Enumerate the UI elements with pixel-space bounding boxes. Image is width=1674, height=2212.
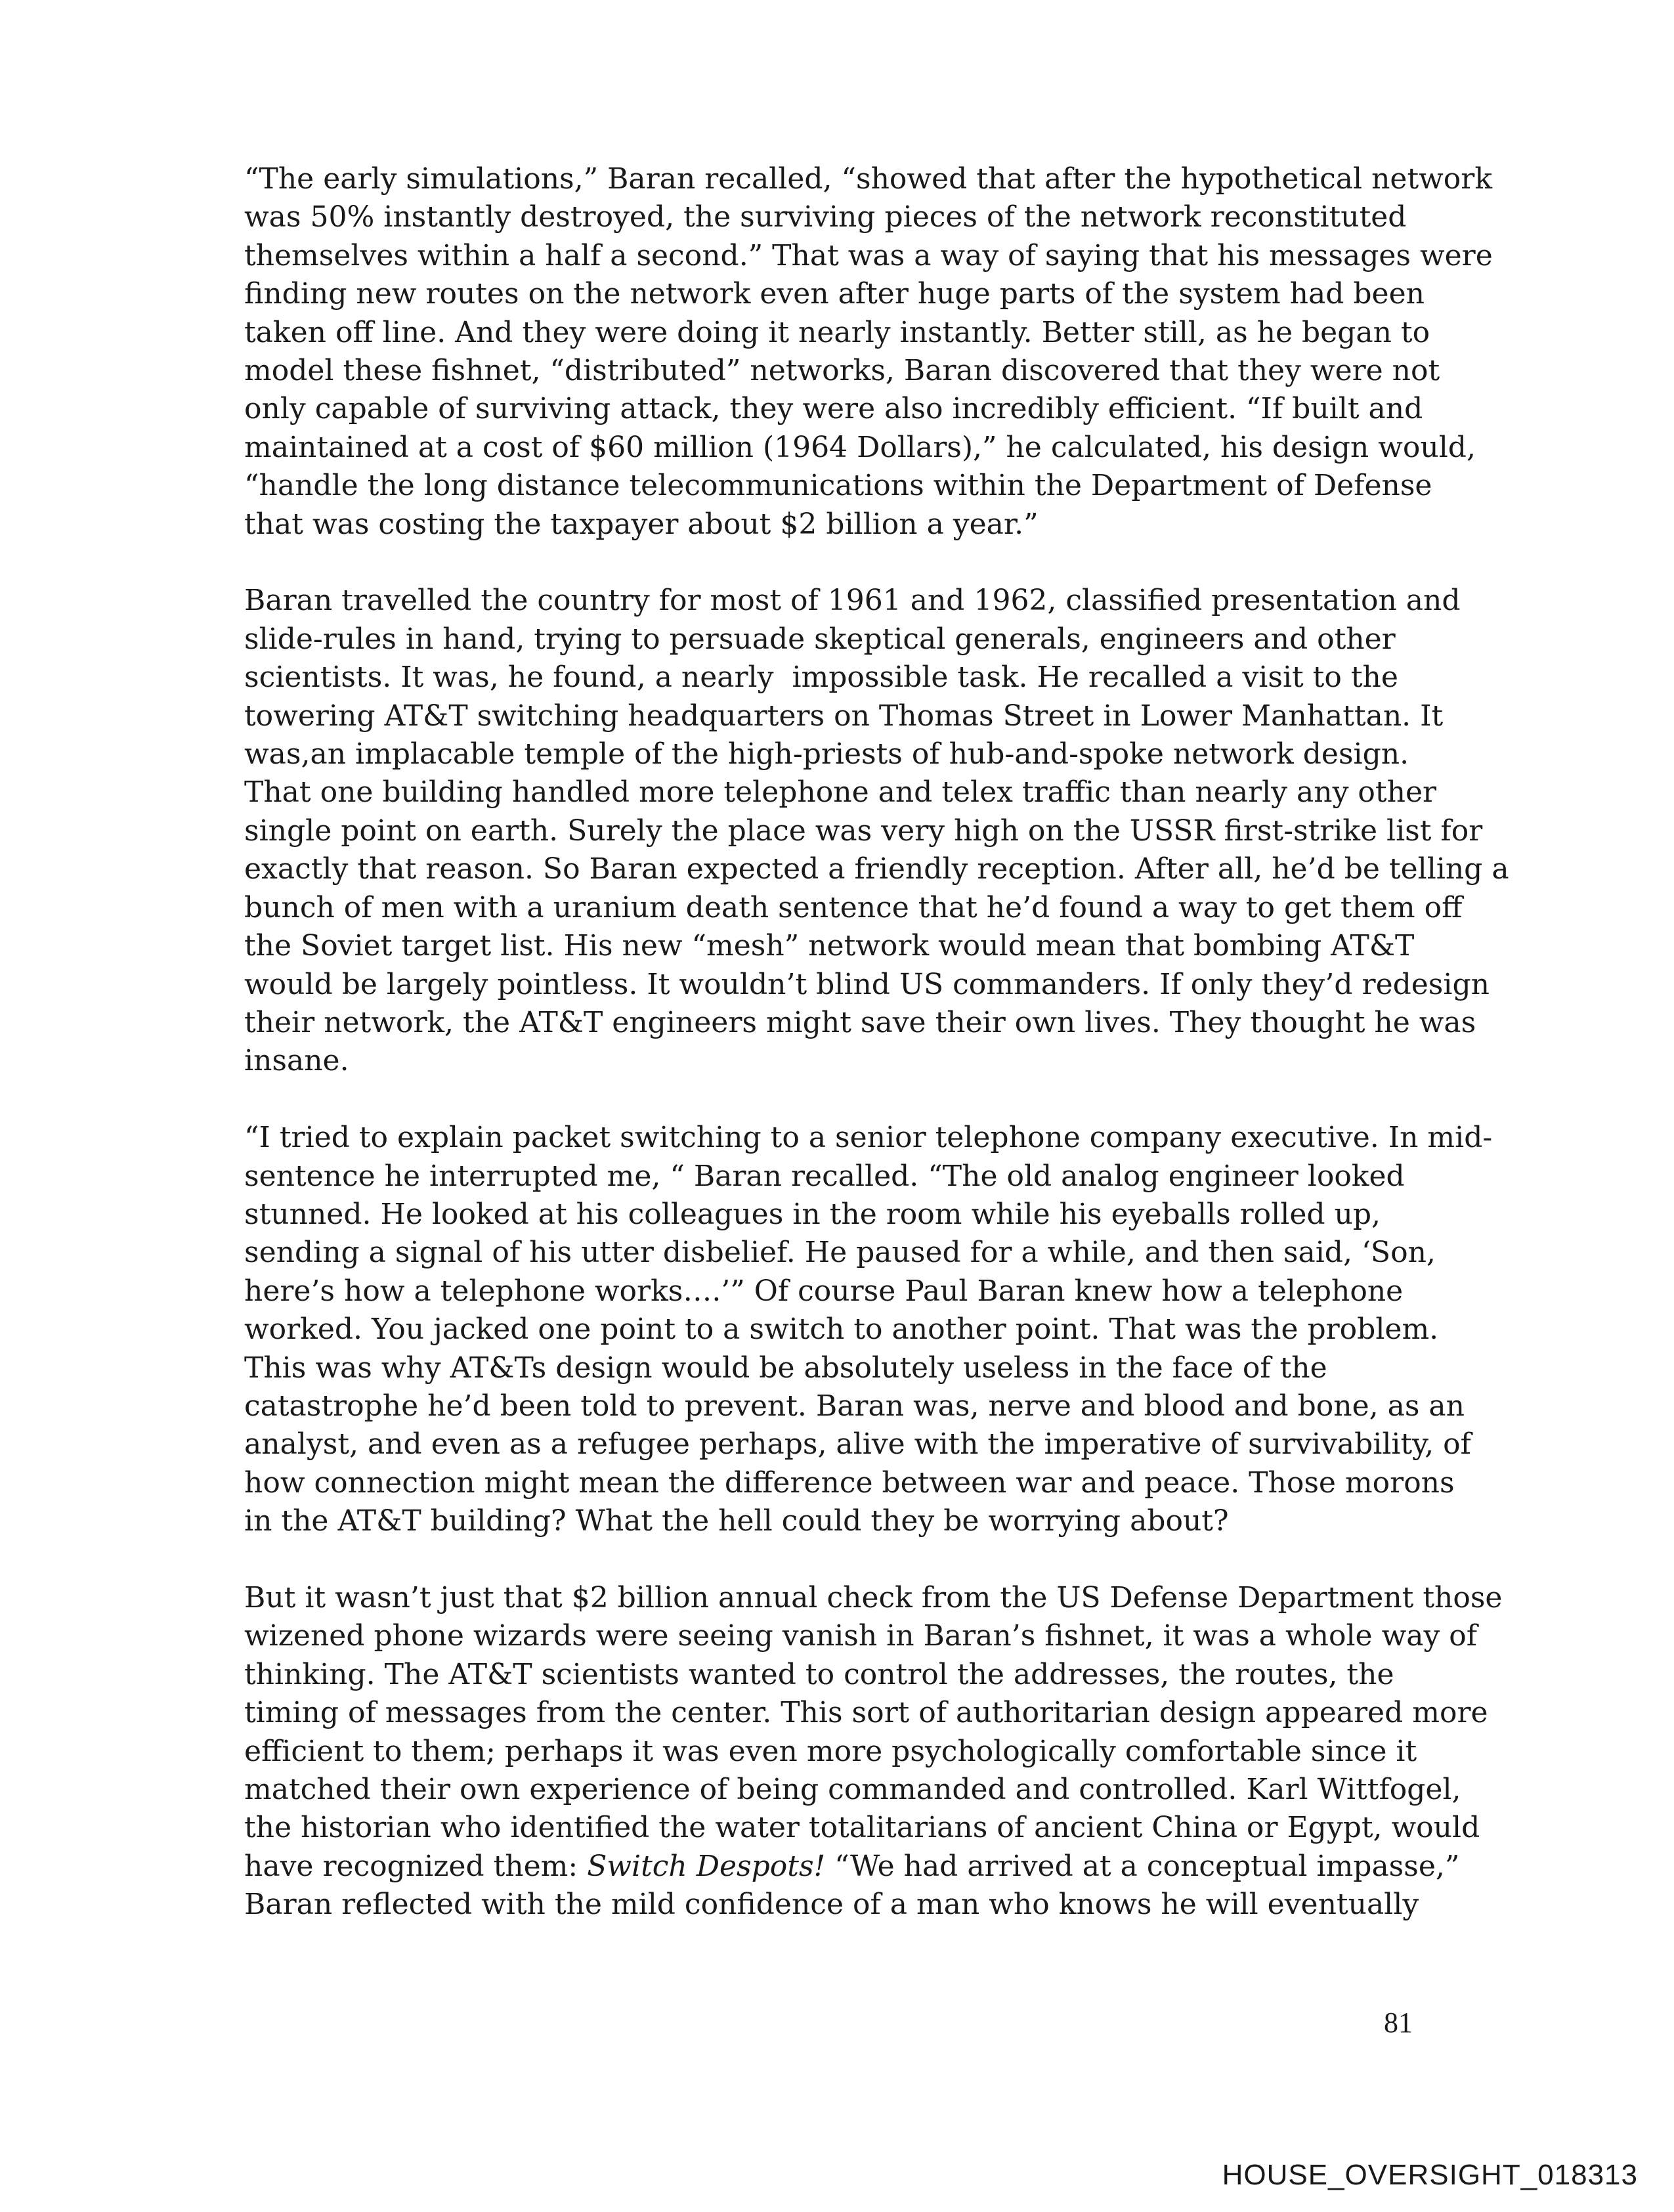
text-line: maintained at a cost of $60 million (1964 Dollars),” he calculated, his design would, [244,430,1476,464]
text-line: model these fishnet, “distributed” networks, Baran discovered that they were not [244,354,1440,388]
text-line: was,an implacable temple of the high-priests of hub-and-spoke network design. [244,737,1409,771]
text-line: slide-rules in hand, trying to persuade skeptical generals, engineers and other [244,622,1396,656]
text-line: matched their own experience of being commanded and controlled. Karl Wittfogel, [244,1773,1461,1807]
text-line: the Soviet target list. His new “mesh” network would mean that bombing AT&T [244,929,1415,963]
text-line: analyst, and even as a refugee perhaps, alive with the imperative of survivability, of [244,1427,1471,1462]
text-line: here’s how a telephone works….’” Of course Paul Baran knew how a telephone [244,1274,1404,1308]
text-line: single point on earth. Surely the place was very high on the USSR first-strike list for [244,813,1483,848]
text-line: the historian who identified the water totalitarians of ancient China or Egypt, would [244,1811,1480,1845]
text-line: stunned. He looked at his colleagues in the room while his eyeballs rolled up, [244,1197,1381,1231]
text-line: “The early simulations,” Baran recalled, “showed that after the hypothetical network [244,162,1492,196]
text-line: “handle the long distance telecommunications within the Department of Defense [244,469,1432,503]
text-line: only capable of surviving attack, they were also incredibly efficient. “If built and [244,392,1423,426]
text-line: that was costing the taxpayer about $2 billion a year.” [244,507,1039,541]
text-line-with-emphasis [244,1848,1460,1886]
paragraph-4 [244,1579,1503,1924]
page-number: 81 [1384,2006,1413,2039]
text-line: insane. [244,1044,349,1078]
text-line: scientists. It was, he found, a nearly impossible task. He recalled a visit to the [244,661,1398,695]
text-line: themselves within a half a second.” That was a way of saying that his messages were [244,238,1493,272]
text-line: would be largely pointless. It wouldn’t blind US commanders. If only they’d redesign [244,967,1490,1001]
text-line: wizened phone wizards were seeing vanish in Baran’s fishnet, it was a whole way of [244,1619,1478,1653]
text-line: towering AT&T switching headquarters on Thomas Street in Lower Manhattan. It [244,699,1444,733]
text-line: finding new routes on the network even after huge parts of the system had been [244,277,1425,311]
text-line: Baran reflected with the mild confidence of a man who knows he will eventually [244,1888,1419,1922]
text-line: bunch of men with a uranium death sentence that he’d found a way to get them off [244,890,1463,924]
text-line: sending a signal of his utter disbelief. He paused for a while, and then said, ‘Son, [244,1236,1436,1270]
emphasis-before: have recognized them: [244,1849,588,1883]
bates-number: HOUSE_OVERSIGHT_018313 [1222,2159,1638,2191]
body-text [244,160,1509,1963]
emphasis-after: “We had arrived at a conceptual impasse,” [825,1849,1460,1883]
text-line: was 50% instantly destroyed, the surviving pieces of the network reconstituted [244,200,1407,234]
paragraph-2 [244,582,1509,1080]
text-line: worked. You jacked one point to a switch to another point. That was the problem. [244,1312,1439,1347]
paragraph-1 [244,160,1493,544]
text-line: timing of messages from the center. This sort of authoritarian design appeared more [244,1696,1488,1730]
text-line: Baran travelled the country for most of 1961 and 1962, classified presentation and [244,584,1461,618]
text-line: in the AT&T building? What the hell could they be worrying about? [244,1504,1229,1538]
text-line: sentence he interrupted me, “ Baran recalled. “The old analog engineer looked [244,1159,1405,1193]
text-line: That one building handled more telephone and telex traffic than nearly any other [244,775,1437,810]
text-line: taken off line. And they were doing it nearly instantly. Better still, as he began to [244,315,1430,349]
text-line: But it wasn’t just that $2 billion annual check from the US Defense Department those [244,1580,1503,1615]
text-line: catastrophe he’d been told to prevent. Baran was, nerve and blood and bone, as an [244,1389,1465,1423]
text-line: efficient to them; perhaps it was even more psychologically comfortable since it [244,1734,1417,1768]
paragraph-3 [244,1119,1493,1540]
text-line: thinking. The AT&T scientists wanted to control the addresses, the routes, the [244,1657,1394,1691]
emphasis-italic: Switch Despots! [587,1849,826,1883]
text-line: their network, the AT&T engineers might save their own lives. They thought he was [244,1005,1476,1039]
text-line: exactly that reason. So Baran expected a friendly reception. After all, he’d be telling a [244,852,1509,886]
text-line: This was why AT&Ts design would be absolutely useless in the face of the [244,1351,1327,1385]
text-line: how connection might mean the difference between war and peace. Those morons [244,1465,1455,1500]
text-line: “I tried to explain packet switching to a senior telephone company executive. In mid- [244,1121,1493,1155]
